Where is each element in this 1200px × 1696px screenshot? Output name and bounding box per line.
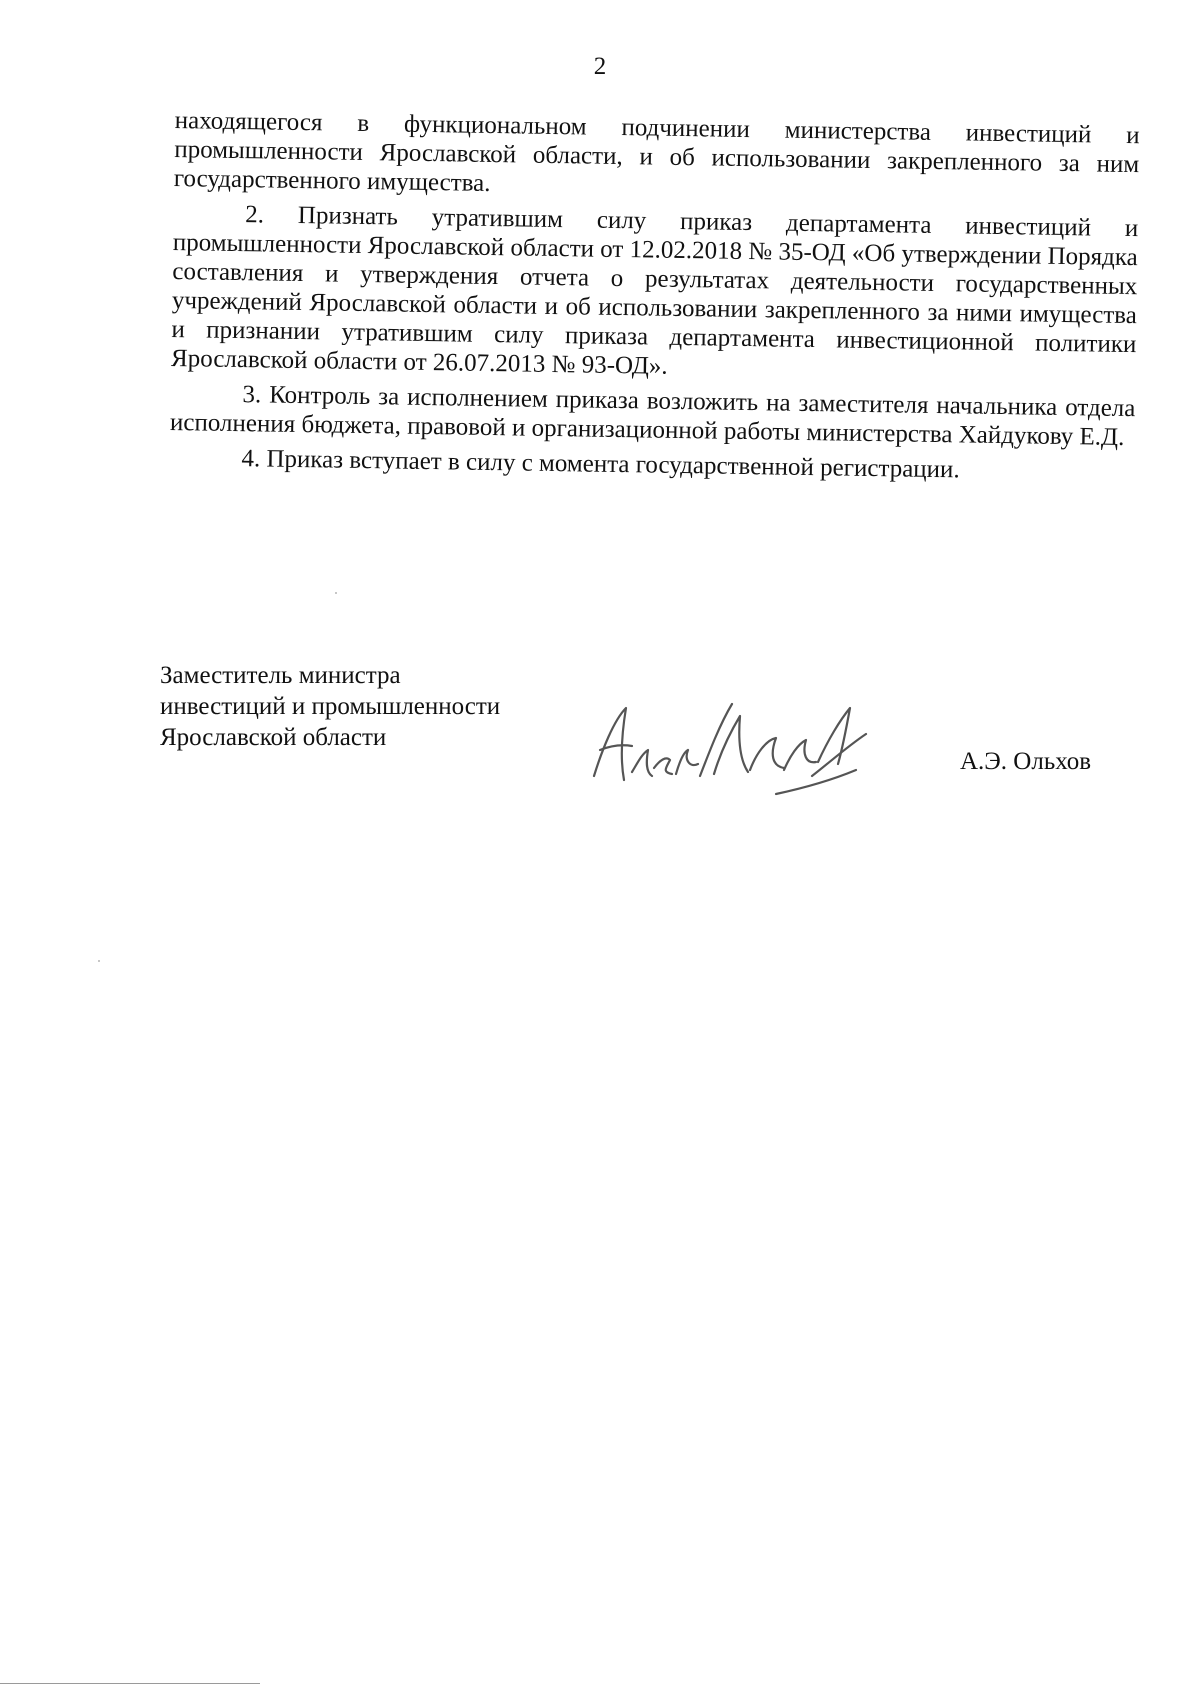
scan-edge-line xyxy=(0,1683,260,1684)
position-line-3: Ярославской области xyxy=(160,724,387,751)
handwritten-signature xyxy=(580,680,880,810)
scan-speck xyxy=(98,960,100,962)
paragraph-continuation: находящегося в функциональном подчинении министерства инвестиций и промышленности Ярославской области, и об использовании закрепленного за ним государственного имущества. xyxy=(173,106,1140,197)
page-number: 2 xyxy=(593,53,607,80)
position-line-1: Заместитель министра xyxy=(160,662,401,689)
paragraph-3: 3. Контроль за исполнением приказа возложить на заместителя начальника отдела исполнения бюджета, правовой и организационной работы министерства Хайдукову Е.Д. xyxy=(169,381,1136,451)
scan-speck xyxy=(335,592,337,594)
paragraph-4: 4. Приказ вступает в силу с момента государственной регистрации. xyxy=(241,445,960,484)
signatory-name: А.Э. Ольхов xyxy=(960,748,1092,775)
document-body xyxy=(169,106,1140,493)
paragraph-2: 2. Признать утратившим силу приказ департамента инвестиций и промышленности Ярославской области от 12.02.2018 № 35-ОД «Об утверждении Порядка составления и утверждения отчета о результатах деятельности государственных учреждений Ярославской области и об использовании закрепленного за ними имущества и признании утратившим силу приказа департамента инвестиционной политики Ярославской области от 26.07.2013 № 93-ОД». xyxy=(170,201,1139,380)
signatory-position xyxy=(160,660,580,753)
position-line-2: инвестиций и промышленности xyxy=(160,693,501,720)
signature-block xyxy=(160,660,1120,840)
